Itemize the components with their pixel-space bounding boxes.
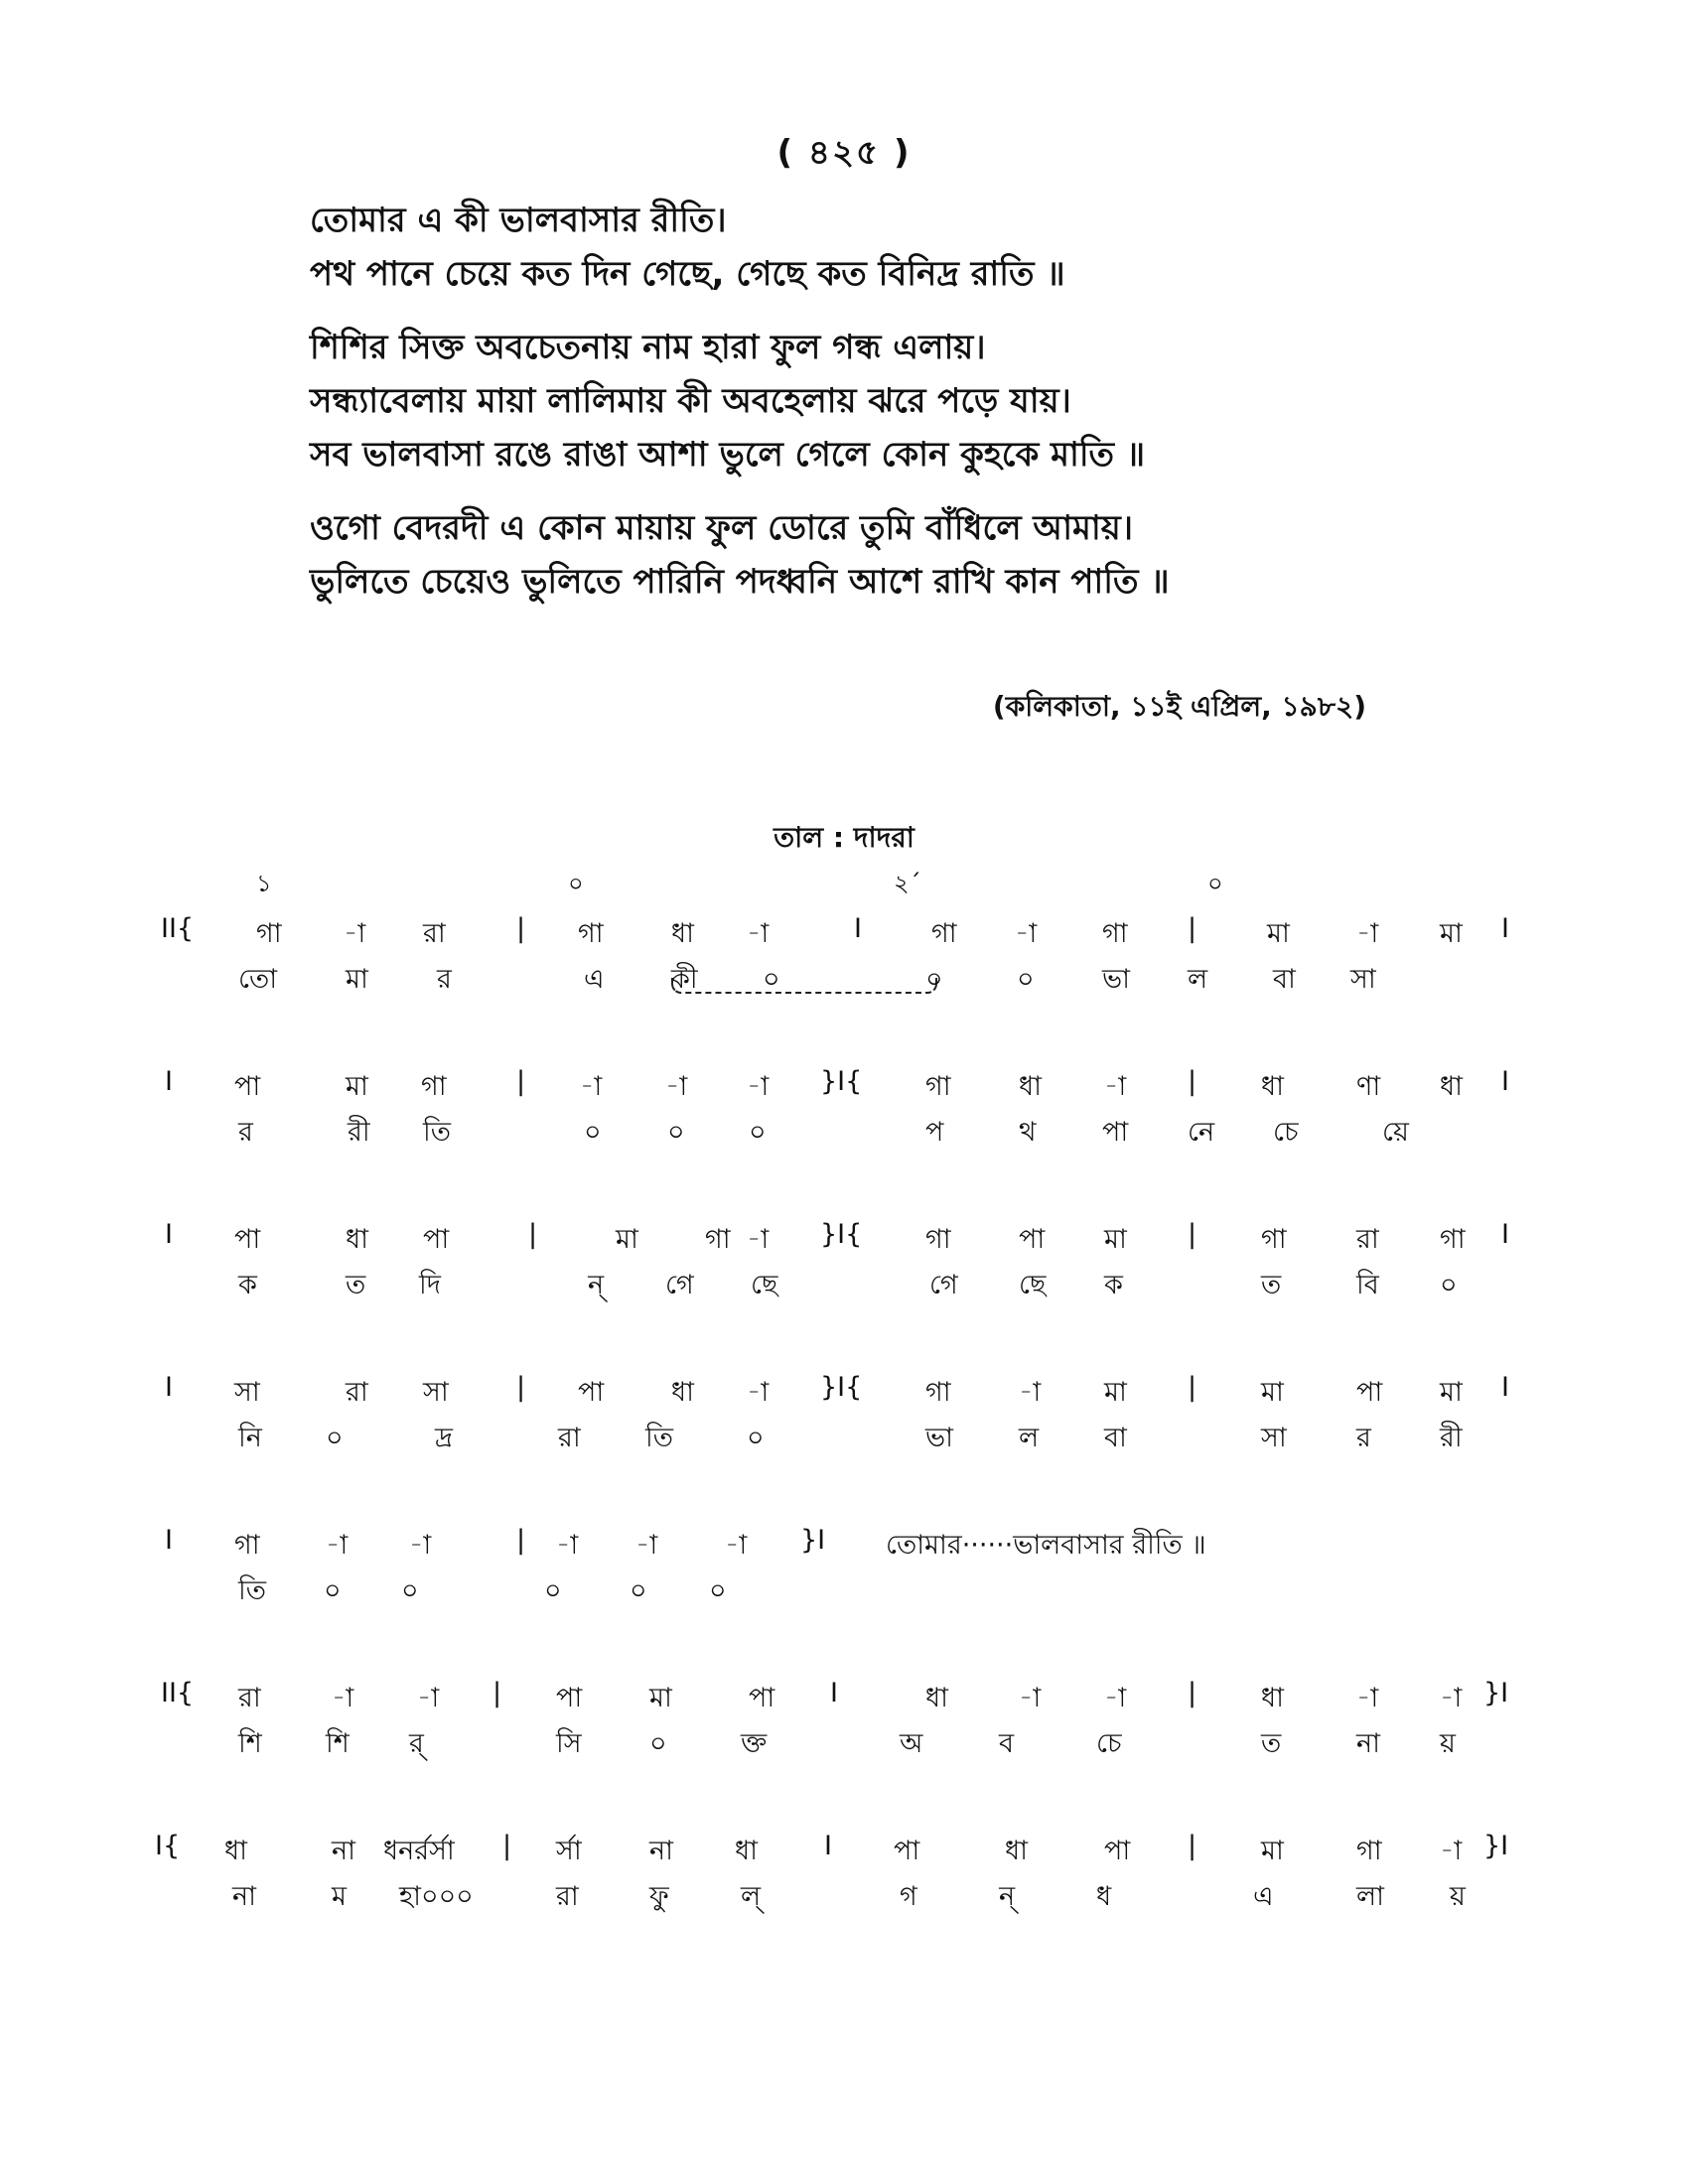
swara-note: মা: [1440, 1377, 1463, 1408]
swara-note: না: [332, 1836, 355, 1866]
swara-row: [0, 1678, 1688, 1723]
swara-note: গা: [925, 1071, 951, 1102]
swara-note: -া: [1019, 1377, 1042, 1408]
swara-note: -া: [417, 1683, 440, 1713]
lyric-syllable: দি: [419, 1270, 441, 1300]
swara-note: -া: [326, 1530, 349, 1561]
swara-note: -া: [747, 1377, 770, 1408]
lyric-syllable: তি: [238, 1575, 266, 1606]
lyric-syllable: তি: [645, 1423, 673, 1453]
swara-note: -া: [747, 918, 770, 949]
swara-note: গা: [256, 918, 282, 949]
swara-note: |: [1188, 1219, 1197, 1250]
swara-note: I: [830, 1678, 838, 1708]
swara-note: ধা: [735, 1836, 758, 1866]
swara-note: র্সা: [556, 1836, 582, 1866]
lyric-syllable: নে: [1188, 1117, 1215, 1148]
lyric-syllable: য়ে: [1382, 1117, 1409, 1148]
lyric-syllable: গে: [929, 1270, 958, 1300]
swara-note: গা: [1440, 1224, 1466, 1255]
lyric-syllable: ভা: [1102, 964, 1130, 995]
lyric-syllable: রা: [556, 1881, 579, 1912]
swara-row: [0, 1831, 1688, 1876]
swara-note: ণা: [1356, 1071, 1381, 1102]
lyric-syllable: লা: [1356, 1881, 1384, 1912]
swara-note: পা: [1356, 1377, 1383, 1408]
beat-mark: ০: [1207, 870, 1223, 897]
swara-row: [0, 913, 1688, 959]
swara-note: -া: [1019, 1683, 1042, 1713]
poem-line: শিশির সিক্ত অবচেতনায় নাম হারা ফুল গন্ধ এলায়।: [310, 328, 986, 367]
beat-mark: ০: [568, 870, 584, 897]
swara-note: ধা: [1261, 1683, 1284, 1713]
signature: (কলিকাতা, ১১ই এপ্রিল, ১৯৮২): [992, 690, 1366, 723]
lyric-syllable: না: [232, 1881, 256, 1912]
swara-note: রা: [423, 918, 446, 949]
lyric-syllable: না: [1356, 1728, 1380, 1759]
swara-note: ধনর্রর্সা: [383, 1836, 455, 1866]
lyric-syllable: ০: [584, 1117, 602, 1148]
lyric-syllable: র: [238, 1117, 253, 1148]
lyric-syllable: ০: [925, 964, 943, 995]
swara-note: ধা: [346, 1224, 368, 1255]
lyric-syllable: র: [437, 964, 452, 995]
lyric-syllable: রা: [558, 1423, 581, 1453]
swara-note: |: [516, 1525, 526, 1556]
beat-mark: ২´: [894, 870, 921, 897]
lyric-syllable: ভা: [925, 1423, 953, 1453]
swara-note: গা: [234, 1530, 260, 1561]
poem: [310, 194, 1422, 609]
lyric-syllable: অ: [900, 1728, 923, 1759]
lyric-syllable: চে: [1096, 1728, 1122, 1759]
swara-note: -া: [1440, 1836, 1463, 1866]
lyric-syllable: ত: [346, 1270, 366, 1300]
lyric-syllable: রী: [1440, 1423, 1463, 1453]
lyric-row: [0, 1570, 1688, 1616]
lyric-syllable: ন্: [588, 1270, 605, 1300]
lyric-syllable: ক: [1104, 1270, 1123, 1300]
swara-row: [0, 1372, 1688, 1418]
lyric-syllable: এ: [584, 964, 605, 995]
lyric-syllable: ত: [1261, 1728, 1282, 1759]
swara-note: গা: [1356, 1836, 1382, 1866]
swara-note: পা: [578, 1377, 605, 1408]
lyric-syllable: সা: [1350, 964, 1376, 995]
swara-note: পা: [234, 1224, 261, 1255]
swara-note: |: [1188, 1831, 1197, 1861]
swara-note: গা: [705, 1224, 731, 1255]
swara-note: -া: [556, 1530, 579, 1561]
swara-note: -া: [747, 1224, 770, 1255]
lyric-syllable: ০: [544, 1575, 562, 1606]
swara-note: }I{: [820, 1219, 863, 1250]
swara-note: I: [824, 1831, 832, 1861]
swara-note: I: [165, 1372, 173, 1403]
lyric-syllable: নি: [238, 1423, 262, 1453]
swara-note: I: [1501, 913, 1509, 944]
swara-note: ধা: [671, 918, 694, 949]
lyric-syllable: চে: [1273, 1117, 1299, 1148]
swara-note: -া: [1356, 918, 1379, 949]
swara-note: }I{: [820, 1066, 863, 1097]
lyric-syllable: ন্: [999, 1881, 1016, 1912]
lyric-syllable: ০: [1440, 1270, 1458, 1300]
lyric-syllable: ০: [324, 1575, 342, 1606]
swara-note: ধা: [224, 1836, 247, 1866]
lyric-syllable: ০: [630, 1575, 647, 1606]
lyric-syllable: পা: [1102, 1117, 1129, 1148]
swara-note: গা: [925, 1377, 951, 1408]
swara-note: }I: [1483, 1678, 1509, 1708]
lyric-syllable: এ: [1253, 1881, 1274, 1912]
swara-note: |: [1188, 1678, 1197, 1708]
swara-note: |: [1188, 1066, 1197, 1097]
beat-marks: [0, 866, 1688, 905]
notation: [0, 913, 1688, 1983]
lyric-syllable: শি: [326, 1728, 350, 1759]
poem-line: সব ভালবাসা রঙে রাঙা আশা ভুলে গেলে কোন কুহকে মাতি ॥: [310, 435, 1146, 475]
swara-note: ধা: [1019, 1071, 1042, 1102]
swara-note: ধা: [1005, 1836, 1028, 1866]
swara-note: I: [165, 1219, 173, 1250]
lyric-syllable: ধ: [1096, 1881, 1112, 1912]
swara-note: -া: [1104, 1683, 1127, 1713]
swara-note: I: [1501, 1372, 1509, 1403]
swara-note: গা: [1261, 1224, 1287, 1255]
swara-note: }I{: [820, 1372, 863, 1403]
lyric-row: [0, 959, 1688, 1005]
swara-note: মা: [1104, 1224, 1127, 1255]
lyric-row: [0, 1265, 1688, 1310]
lyric-syllable: বা: [1273, 964, 1296, 995]
swara-note: II{: [161, 913, 195, 944]
swara-note: ধা: [1440, 1071, 1463, 1102]
swara-note: মা: [1261, 1377, 1284, 1408]
swara-note: I: [1501, 1066, 1509, 1097]
lyric-syllable: ০: [747, 1423, 765, 1453]
lyric-syllable: সি: [556, 1728, 582, 1759]
lyric-row: [0, 1418, 1688, 1463]
lyric-syllable: ০: [709, 1575, 727, 1606]
swara-note: না: [649, 1836, 673, 1866]
swara-note: গা: [578, 918, 604, 949]
swara-note: ধা: [671, 1377, 694, 1408]
lyric-syllable: শি: [238, 1728, 262, 1759]
poem-line: সন্ধ্যাবেলায় মায়া লালিমায় কী অবহেলায় ঝরে পড়ে যায়।: [310, 381, 1071, 421]
swara-note: রা: [1356, 1224, 1379, 1255]
lyric-syllable: ০: [749, 1117, 767, 1148]
lyric-syllable: ০: [326, 1423, 344, 1453]
page-number: ( ৪২৫ ): [776, 133, 912, 173]
swara-note: I: [165, 1525, 173, 1556]
lyric-syllable: ০: [649, 1728, 667, 1759]
swara-note: -া: [1104, 1071, 1127, 1102]
swara-note: ধা: [925, 1683, 948, 1713]
lyric-syllable: থ: [1019, 1117, 1037, 1148]
swara-note: পা: [894, 1836, 920, 1866]
swara-note: |: [516, 1372, 526, 1403]
swara-note: I{: [155, 1831, 181, 1861]
swara-note: -া: [665, 1071, 688, 1102]
lyric-syllable: য়: [1450, 1881, 1466, 1912]
swara-note: পা: [556, 1683, 583, 1713]
swara-note: I: [854, 913, 862, 944]
beat-mark: ১: [256, 870, 272, 897]
lyric-row: [0, 1876, 1688, 1922]
swara-note: -া: [1015, 918, 1038, 949]
swara-note: II{: [161, 1678, 195, 1708]
swara-note: }I: [800, 1525, 826, 1556]
swara-note: -া: [635, 1530, 658, 1561]
swara-note: -া: [409, 1530, 432, 1561]
swara-note: -া: [344, 918, 366, 949]
lyric-syllable: ০: [667, 1117, 685, 1148]
swara-note: পা: [749, 1683, 775, 1713]
swara-row: [0, 1066, 1688, 1112]
swara-note: গা: [931, 918, 957, 949]
poem-line: ভুলিতে চেয়েও ভুলিতে পারিনি পদধ্বনি আশে রাখি কান পাতি ॥: [310, 562, 1170, 602]
poem-line: ওগো বেদরদী এ কোন মায়ায় ফুল ডোরে তুমি বাঁধিলে আমায়।: [310, 508, 1133, 548]
lyric-syllable: বা: [1104, 1423, 1127, 1453]
poem-line: পথ পানে চেয়ে কত দিন গেছে, গেছে কত বিনিদ্র রাতি ॥: [310, 254, 1065, 294]
swara-note: তোমার······ভালবাসার রীতি ॥: [886, 1530, 1206, 1561]
lyric-syllable: তো: [238, 964, 278, 995]
swara-note: |: [492, 1678, 502, 1708]
swara-note: |: [502, 1831, 512, 1861]
lyric-syllable: ক: [238, 1270, 257, 1300]
swara-note: -া: [747, 1071, 770, 1102]
swara-row: [0, 1525, 1688, 1570]
lyric-row: [0, 1112, 1688, 1158]
swara-note: মা: [1261, 1836, 1284, 1866]
lyric-syllable: দ্র: [435, 1423, 453, 1453]
swara-note: -া: [332, 1683, 354, 1713]
lyric-syllable: সা: [1261, 1423, 1287, 1453]
lyric-syllable: মা: [346, 964, 368, 995]
lyric-syllable: কী: [671, 964, 698, 995]
lyric-syllable: য়: [1440, 1728, 1456, 1759]
lyric-row: [0, 1723, 1688, 1769]
swara-note: মা: [346, 1071, 368, 1102]
swara-row: [0, 1219, 1688, 1265]
swara-note: |: [516, 1066, 526, 1097]
poem-line: তোমার এ কী ভালবাসার রীতি।: [310, 201, 727, 240]
swara-note: সা: [423, 1377, 449, 1408]
lyric-syllable: ০: [1017, 964, 1035, 995]
swara-note: গা: [421, 1071, 447, 1102]
lyric-syllable: র্: [409, 1728, 424, 1759]
swara-note: মা: [649, 1683, 672, 1713]
swara-note: -া: [1356, 1683, 1379, 1713]
lyric-syllable: ০: [763, 964, 780, 995]
swara-note: মা: [1267, 918, 1290, 949]
swara-note: মা: [1104, 1377, 1127, 1408]
swara-note: }I: [1483, 1831, 1509, 1861]
lyric-syllable: বি: [1356, 1270, 1379, 1300]
swara-note: পা: [234, 1071, 261, 1102]
lyric-syllable: ফু: [649, 1881, 669, 1912]
swara-note: -া: [580, 1071, 603, 1102]
lyric-syllable: গে: [665, 1270, 694, 1300]
swara-note: |: [1188, 913, 1197, 944]
tala-label: তাল : দাদরা: [774, 821, 914, 854]
lyric-syllable: ম: [332, 1881, 347, 1912]
swara-note: I: [165, 1066, 173, 1097]
swara-note: মা: [616, 1224, 638, 1255]
swara-note: পা: [1104, 1836, 1131, 1866]
swara-note: রা: [238, 1683, 261, 1713]
swara-note: রা: [346, 1377, 368, 1408]
swara-note: I: [1501, 1219, 1509, 1250]
swara-note: -া: [725, 1530, 748, 1561]
lyric-syllable: ব: [999, 1728, 1015, 1759]
lyric-syllable: র: [1356, 1423, 1371, 1453]
swara-note: সা: [234, 1377, 260, 1408]
lyric-syllable: ল: [1019, 1423, 1040, 1453]
lyric-syllable: ছে: [751, 1270, 778, 1300]
lyric-syllable: তি: [423, 1117, 451, 1148]
swara-note: গা: [925, 1224, 951, 1255]
lyric-syllable: ত: [1261, 1270, 1282, 1300]
lyric-syllable: রী: [348, 1117, 370, 1148]
lyric-syllable: ল্: [741, 1881, 762, 1912]
lyric-syllable: প: [925, 1117, 944, 1148]
swara-note: -া: [1440, 1683, 1463, 1713]
lyric-syllable: হা০০০: [399, 1881, 474, 1912]
swara-note: পা: [1019, 1224, 1046, 1255]
swara-note: |: [1188, 1372, 1197, 1403]
swara-note: ধা: [1261, 1071, 1284, 1102]
lyric-syllable: ০: [401, 1575, 419, 1606]
swara-note: পা: [423, 1224, 450, 1255]
lyric-syllable: ছে: [1019, 1270, 1047, 1300]
lyric-syllable: গ: [900, 1881, 917, 1912]
swara-note: |: [528, 1219, 538, 1250]
swara-note: গা: [1102, 918, 1128, 949]
swara-note: |: [516, 913, 526, 944]
lyric-syllable: ল: [1188, 964, 1208, 995]
lyric-syllable: ক্ত: [741, 1728, 768, 1759]
swara-note: মা: [1440, 918, 1463, 949]
